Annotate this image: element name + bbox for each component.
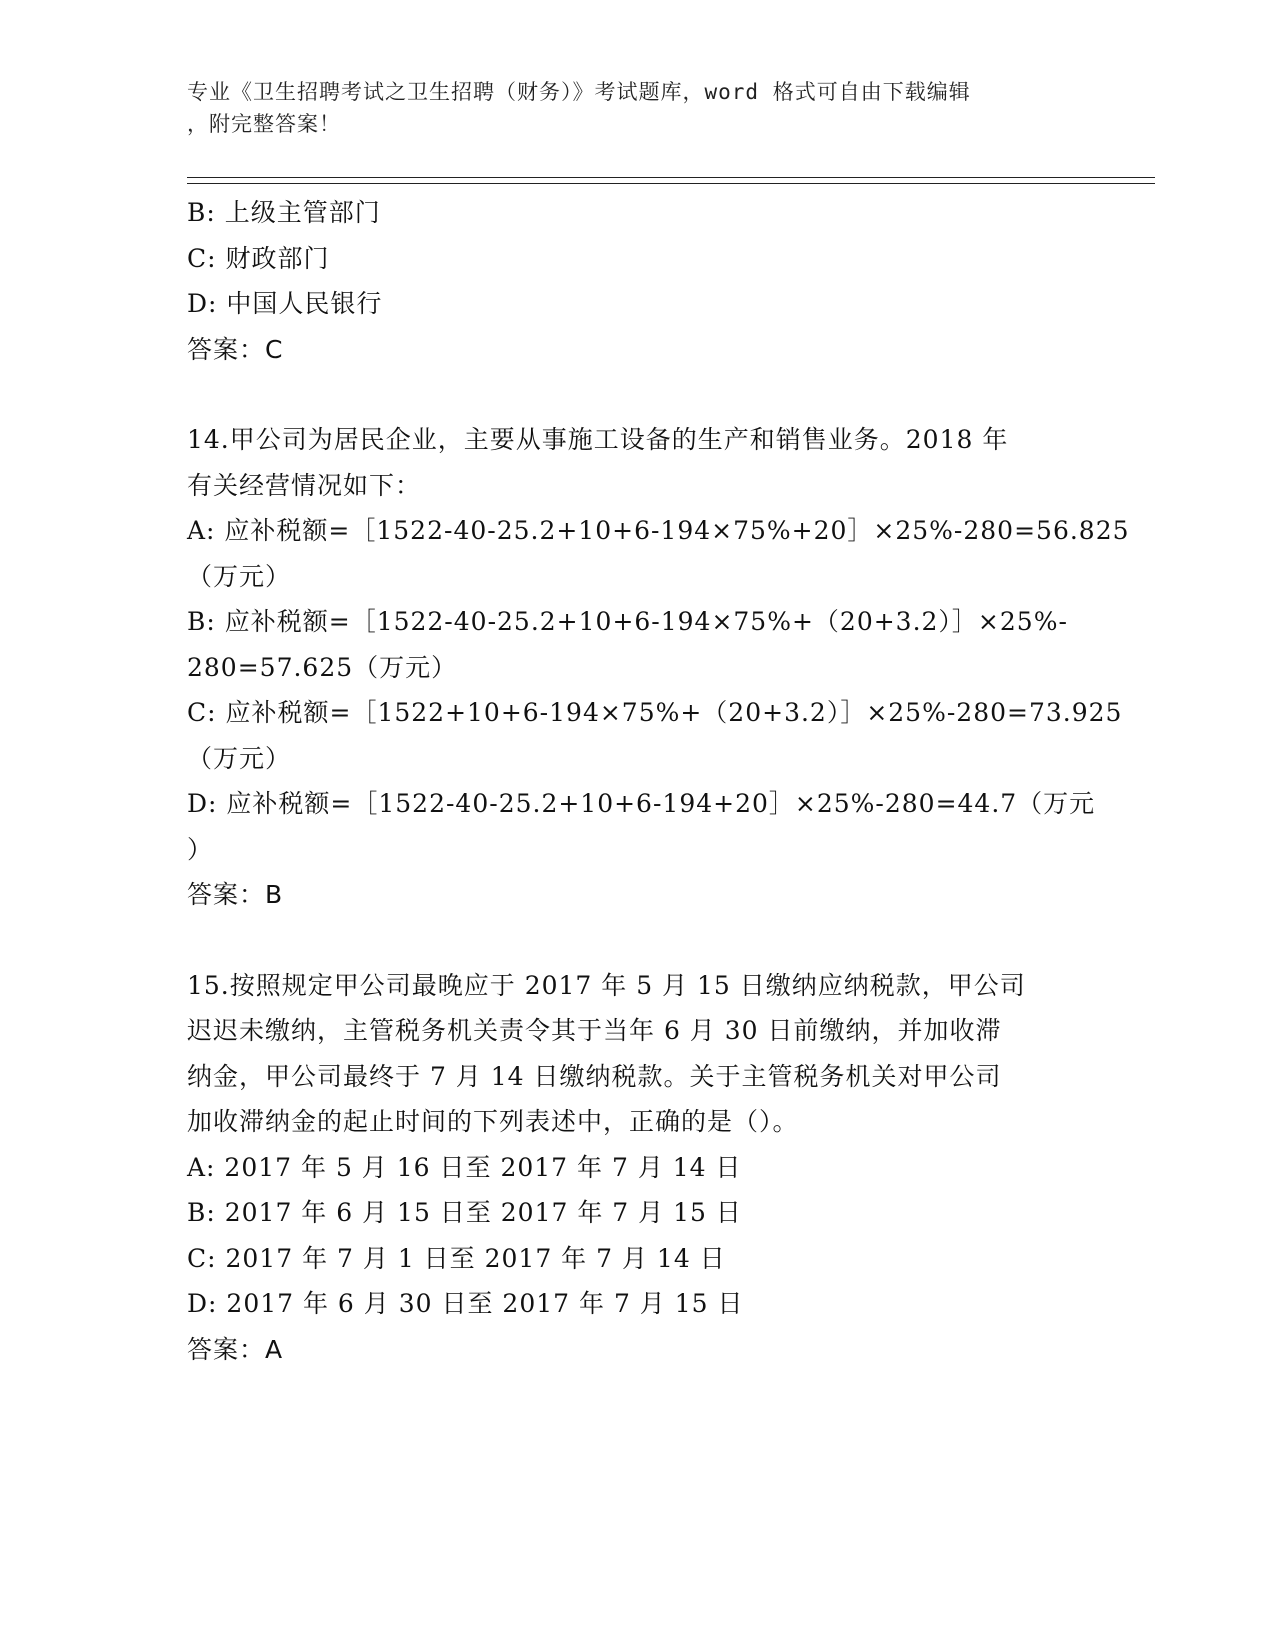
option-d-line-2: ） [187,834,214,864]
option-a-line-2: （万元） [187,561,292,591]
header-divider-bottom [187,183,1155,184]
question-13-answer: 答案：C [187,334,284,364]
header-line-1: 专业《卫生招聘考试之卫生招聘（财务）》考试题库，word 格式可自由下载编辑 [187,80,971,104]
option-b: B: 上级主管部门 [187,198,381,227]
option-b-line-1: B: 应补税额=［1522-40-25.2+10+6-194×75%+（20+3.2）］×25%- [187,607,1068,636]
question-15-stem-line-3: 纳金，甲公司最终于 7 月 14 日缴纳税款。关于主管税务机关对甲公司 [187,1061,1002,1091]
question-14-answer: 答案：B [187,880,284,909]
document-body [187,190,1130,1372]
header-divider-top [187,177,1155,178]
option-c-line-2: （万元） [187,743,292,773]
option-c: C: 财政部门 [187,243,330,273]
option-a-line-1: A: 应补税额=［1522-40-25.2+10+6-194×75%+20］×25%-280=56.825 [187,516,1130,545]
option-d: D: 中国人民银行 [187,289,383,318]
question-14 [187,417,1130,872]
option-d-line-1: D: 应补税额=［1522-40-25.2+10+6-194+20］×25%-280=44.7（万元 [187,789,1096,818]
question-15-stem-line-4: 加收滞纳金的起止时间的下列表述中，正确的是（）。 [187,1107,799,1136]
option-b: B: 2017 年 6 月 15 日至 2017 年 7 月 15 日 [187,1198,742,1227]
question-15-answer: 答案：A [187,1334,284,1364]
option-c: C: 2017 年 7 月 1 日至 2017 年 7 月 14 日 [187,1243,726,1273]
question-13-options [187,190,1087,327]
question-14-stem-line-1: 14.甲公司为居民企业，主要从事施工设备的生产和销售业务。2018 年 [187,425,1009,454]
question-15 [187,963,1087,1327]
question-15-stem-line-2: 迟迟未缴纳，主管税务机关责令其于当年 6 月 30 日前缴纳，并加收滞 [187,1016,1002,1045]
option-b-line-2: 280=57.625（万元） [187,652,458,682]
option-d: D: 2017 年 6 月 30 日至 2017 年 7 月 15 日 [187,1289,744,1318]
header-line-2: ，附完整答案！ [187,112,341,136]
spacer [187,918,1087,963]
question-15-stem-line-1: 15.按照规定甲公司最晚应于 2017 年 5 月 15 日缴纳应纳税款，甲公司 [187,970,1026,1000]
option-a: A: 2017 年 5 月 16 日至 2017 年 7 月 14 日 [187,1152,742,1182]
spacer [187,372,1087,417]
option-c-line-1: C: 应补税额=［1522+10+6-194×75%+（20+3.2）］×25%-280=73.925 [187,698,1123,727]
page-header [187,76,1077,140]
question-14-stem-line-2: 有关经营情况如下： [187,470,422,500]
